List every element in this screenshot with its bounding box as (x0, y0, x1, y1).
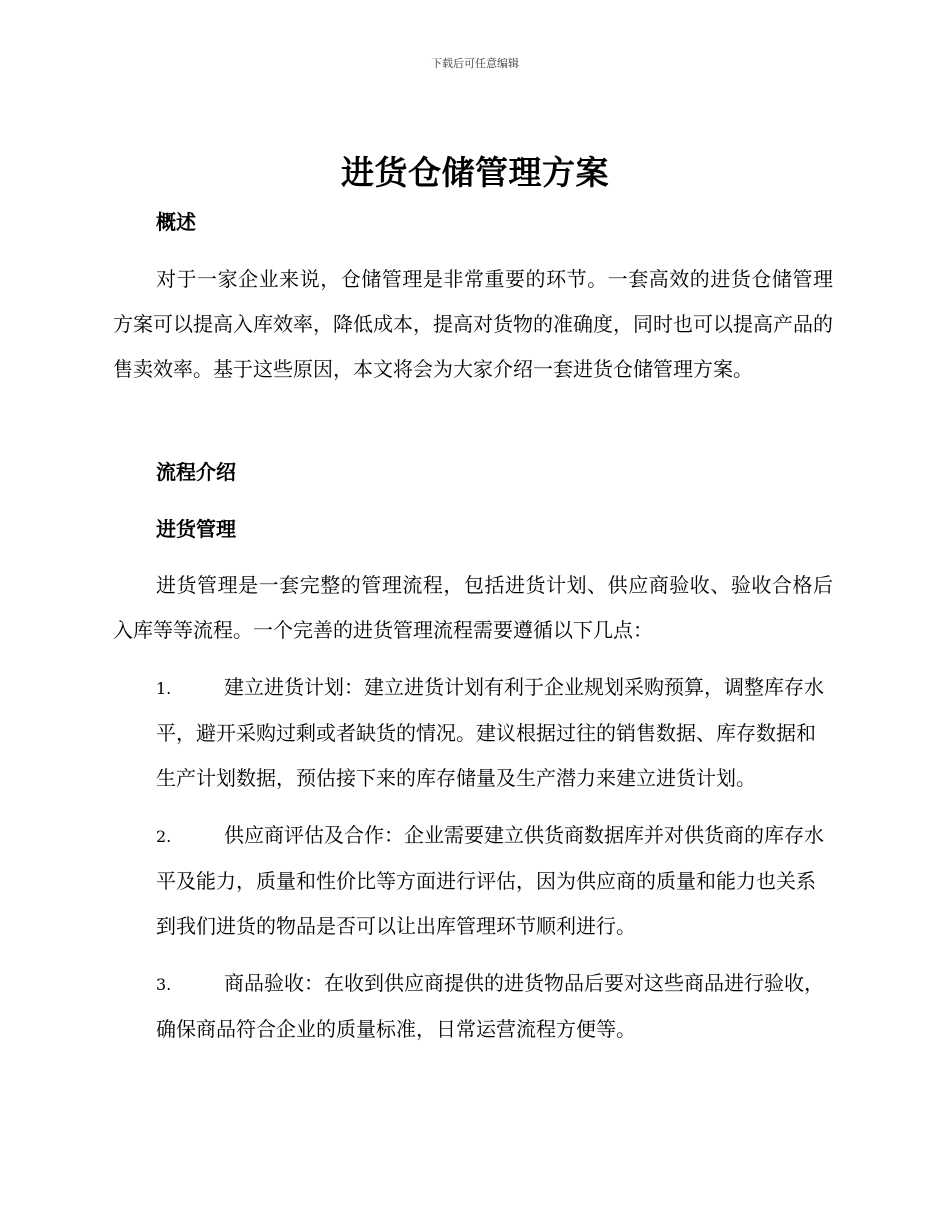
overview-paragraph: 对于一家企业来说，仓储管理是非常重要的环节。一套高效的进货仓储管理方案可以提高入库效率，降低成本，提高对货物的准确度，同时也可以提高产品的售卖效率。基于这些原因，本文将会为大家介绍一套进货仓储管理方案。 (113, 267, 833, 381)
list-item-number: 1. (156, 679, 172, 698)
document-title: 进货仓储管理方案 (341, 153, 609, 192)
list-item-content (113, 961, 833, 1052)
section-heading-process: 流程介绍 (156, 460, 236, 484)
purchase-paragraph: 进货管理是一套完整的管理流程，包括进货计划、供应商验收、验收合格后入库等等流程。一个完善的进货管理流程需要遵循以下几点： (113, 573, 833, 642)
list-item-text: 商品验收：在收到供应商提供的进货物品后要对这些商品进行验收，确保商品符合企业的质量标准，日常运营流程方便等。 (156, 971, 824, 1041)
list-item-content (113, 813, 833, 949)
list-item (113, 665, 833, 801)
section-heading-overview: 概述 (156, 210, 196, 234)
list-item (113, 813, 833, 949)
list-item-content (113, 665, 833, 801)
list-item-number: 2. (156, 827, 172, 846)
header-note: 下载后可任意编辑 (431, 57, 519, 70)
list-item-number: 3. (156, 975, 172, 994)
section-heading-purchase: 进货管理 (156, 517, 236, 541)
list-item-text: 供应商评估及合作：企业需要建立供货商数据库并对供货商的库存水平及能力，质量和性价比等方面进行评估，因为供应商的质量和能力也关系到我们进货的物品是否可以让出库管理环节顺利进行。 (156, 823, 824, 938)
list-item-text: 建立进货计划：建立进货计划有利于企业规划采购预算，调整库存水平，避开采购过剩或者缺货的情况。建议根据过往的销售数据、库存数据和生产计划数据，预估接下来的库存储量及生产潜力来建立进货计划。 (156, 675, 824, 790)
list-item (113, 961, 833, 1052)
